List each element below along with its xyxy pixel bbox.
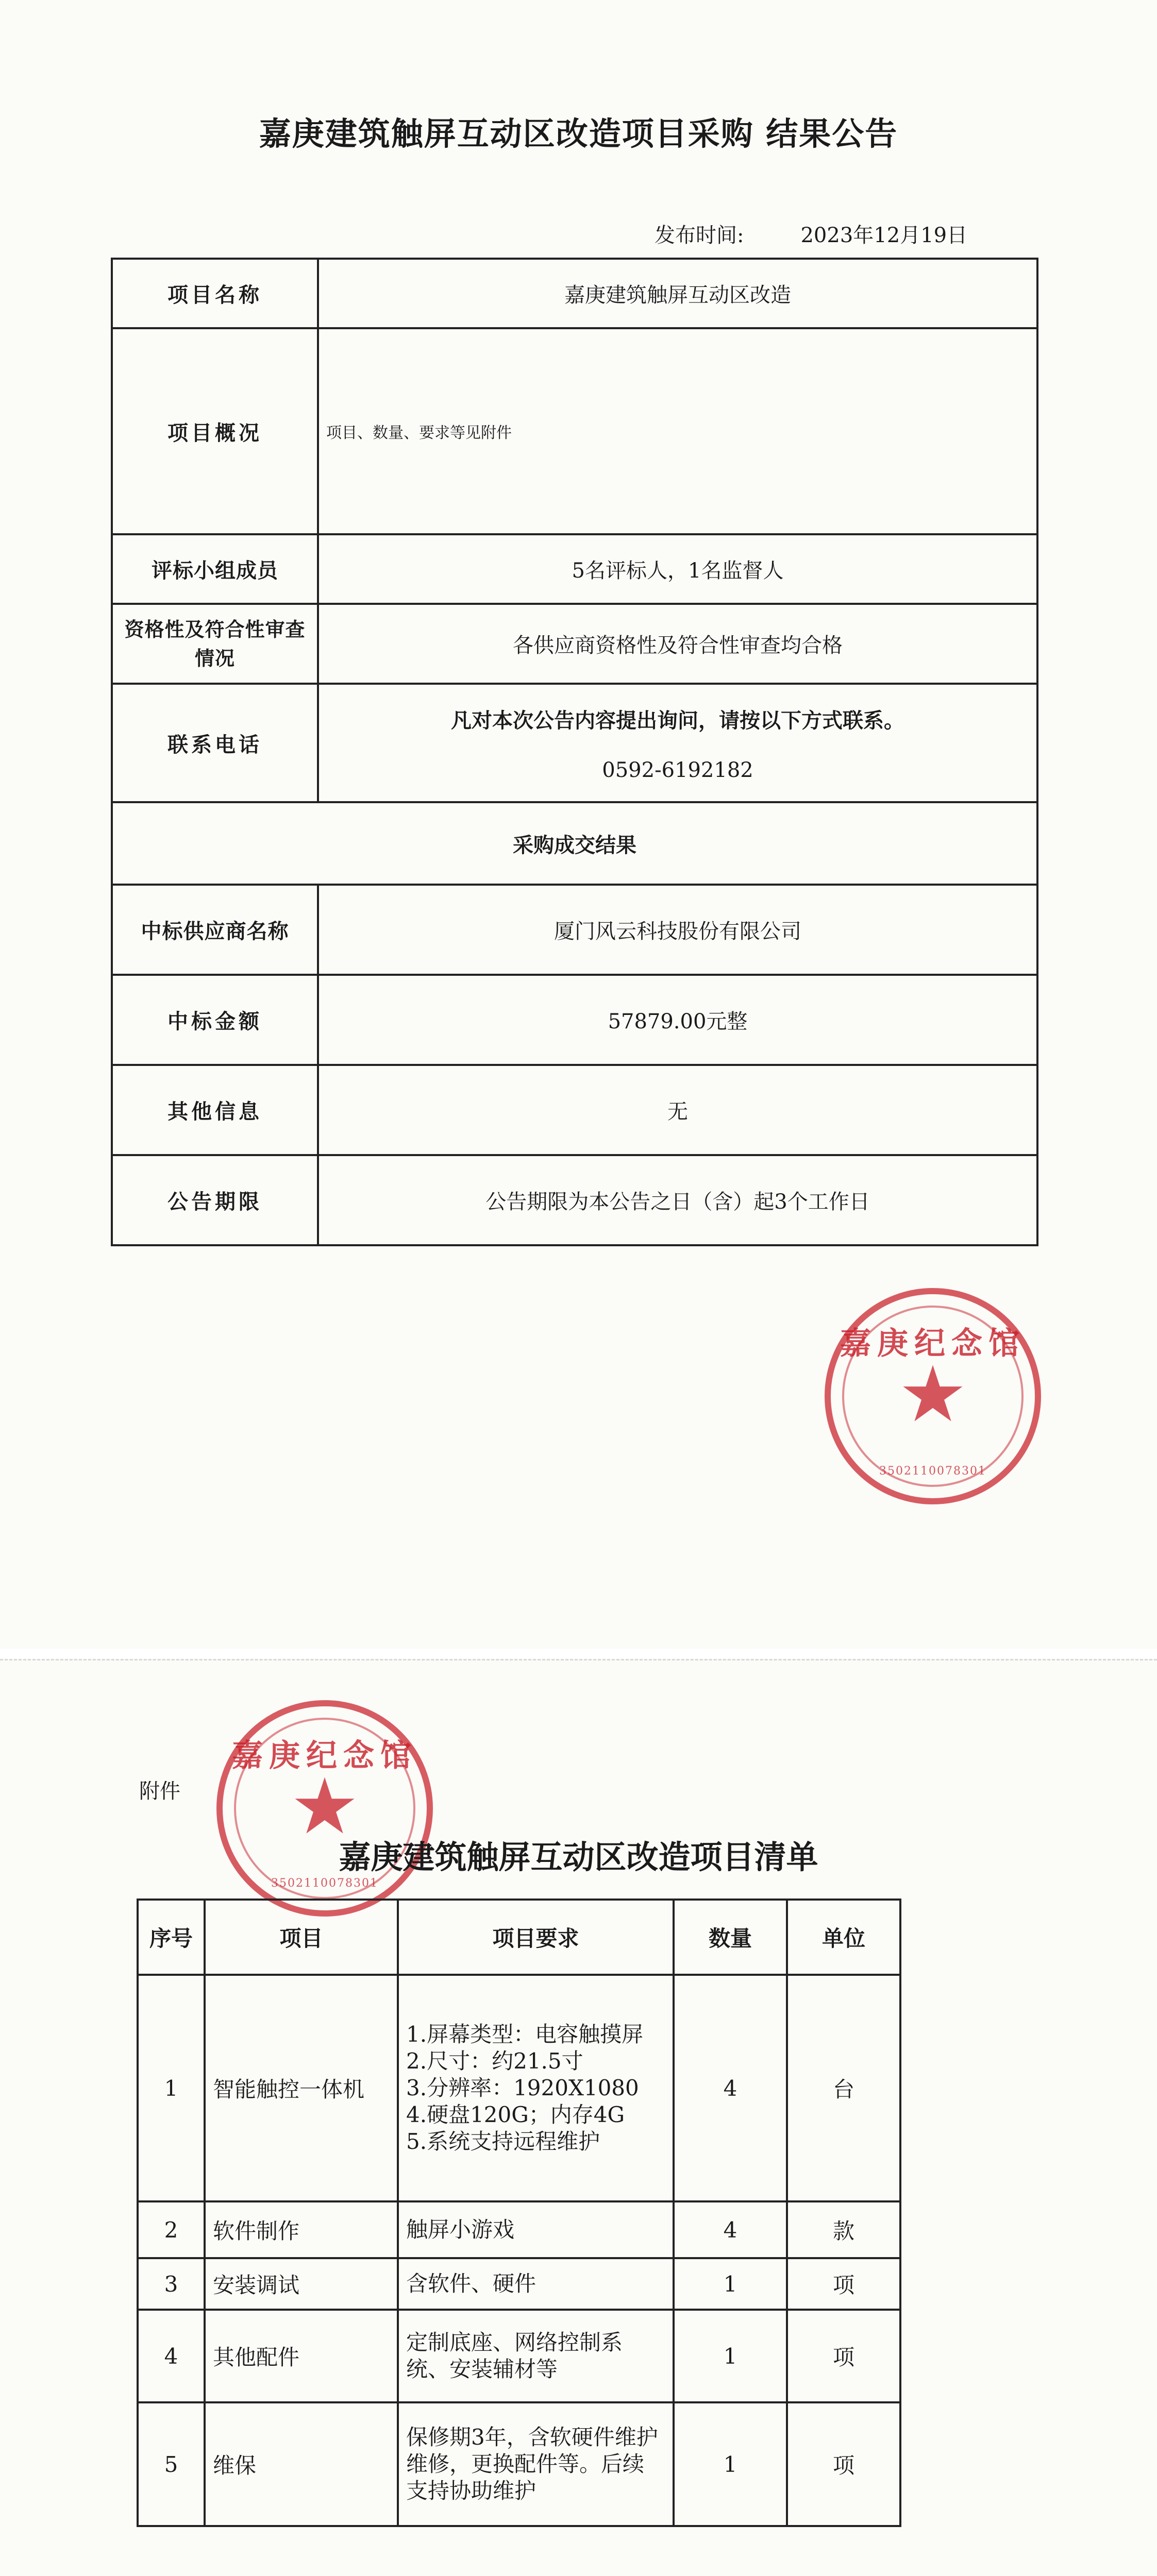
- table-header-row: [138, 1900, 900, 1975]
- item-name: 安装调试: [205, 2258, 398, 2310]
- contact-note: 凡对本次公告内容提出询问，请按以下方式联系。: [451, 708, 904, 733]
- column-header: 序号: [138, 1900, 205, 1975]
- item-requirements: 保修期3年，含软硬件维护维修，更换配件等。后续支持协助维护: [398, 2402, 674, 2526]
- table-row: [112, 684, 1037, 802]
- publish-date-label: 发布时间:: [655, 224, 744, 247]
- row-label: 其他信息: [112, 1065, 318, 1155]
- table-row: [112, 604, 1037, 684]
- row-label: 项目名称: [112, 259, 318, 328]
- item-name: 智能触控一体机: [205, 1975, 398, 2201]
- column-header: 单位: [787, 1900, 900, 1975]
- item-unit: 台: [787, 1975, 900, 2201]
- announcement-title: 嘉庚建筑触屏互动区改造项目采购 结果公告: [259, 115, 898, 152]
- item-no: 1: [138, 1975, 205, 2201]
- item-name: 维保: [205, 2402, 398, 2526]
- row-value: 项目、数量、要求等见附件: [318, 328, 1037, 534]
- row-label: 公告期限: [112, 1155, 318, 1245]
- item-requirements: 含软件、硬件: [398, 2258, 674, 2310]
- star-icon: ★: [290, 1762, 360, 1852]
- table-row: [112, 1155, 1037, 1245]
- requirement-line: 1.屏幕类型：电容触摸屏: [406, 2022, 644, 2047]
- item-name: 其他配件: [205, 2310, 398, 2402]
- item-unit: 项: [787, 2310, 900, 2402]
- seal-text: 嘉庚纪念馆: [232, 1738, 417, 1774]
- row-label: 中标金额: [112, 975, 318, 1065]
- seal-code: 3502110078301: [879, 1465, 986, 1478]
- publish-date-value: 2023年12月19日: [800, 224, 968, 247]
- item-requirements: 定制底座、网络控制系统、安装辅材等: [398, 2310, 674, 2402]
- item-unit: 项: [787, 2258, 900, 2310]
- star-icon: ★: [898, 1350, 968, 1439]
- requirement-line: 4.硬盘120G；内存4G: [406, 2102, 625, 2127]
- row-label: 中标供应商名称: [112, 885, 318, 975]
- table-row: [112, 328, 1037, 534]
- item-no: 2: [138, 2201, 205, 2258]
- item-no: 3: [138, 2258, 205, 2310]
- seal-code: 3502110078301: [271, 1877, 378, 1890]
- item-qty: 1: [674, 2258, 787, 2310]
- row-value: 无: [318, 1065, 1037, 1155]
- column-header: 项目: [205, 1900, 398, 1975]
- table-row: [112, 1065, 1037, 1155]
- row-label: 联系电话: [112, 684, 318, 802]
- item-qty: 4: [674, 1975, 787, 2201]
- item-requirements: 触屏小游戏: [398, 2201, 674, 2258]
- contact-cell: [318, 684, 1037, 802]
- row-value: 各供应商资格性及符合性审查均合格: [318, 604, 1037, 684]
- row-value: 厦门风云科技股份有限公司: [318, 885, 1037, 975]
- table-row: [112, 534, 1037, 604]
- official-seal: [216, 1700, 433, 1917]
- requirement-line: 5.系统支持远程维护: [406, 2129, 600, 2154]
- requirement-line: 2.尺寸：约21.5寸: [406, 2048, 583, 2074]
- row-label: 资格性及符合性审查情况: [112, 604, 318, 684]
- table-row: [112, 259, 1037, 328]
- item-requirements: [398, 1975, 674, 2201]
- table-row: [138, 2258, 900, 2310]
- seal-text: 嘉庚纪念馆: [840, 1326, 1026, 1362]
- announcement-table: [111, 258, 1038, 1246]
- publish-date: [655, 219, 967, 248]
- official-seal: [825, 1288, 1041, 1504]
- column-header: 数量: [674, 1900, 787, 1975]
- table-row: [112, 802, 1037, 885]
- column-header: 项目要求: [398, 1900, 674, 1975]
- contact-phone: 0592-6192182: [602, 758, 753, 782]
- requirement-line: 3.分辨率：1920X1080: [406, 2075, 639, 2100]
- row-label: 评标小组成员: [112, 534, 318, 604]
- table-row: [138, 2402, 900, 2526]
- item-no: 5: [138, 2402, 205, 2526]
- row-value: 公告期限为本公告之日（含）起3个工作日: [318, 1155, 1037, 1245]
- item-unit: 项: [787, 2402, 900, 2526]
- table-row: [112, 885, 1037, 975]
- list-title: 嘉庚建筑触屏互动区改造项目清单: [339, 1838, 818, 1876]
- item-no: 4: [138, 2310, 205, 2402]
- item-unit: 款: [787, 2201, 900, 2258]
- row-value: 嘉庚建筑触屏互动区改造: [318, 259, 1037, 328]
- result-heading: 采购成交结果: [112, 802, 1037, 885]
- item-name: 软件制作: [205, 2201, 398, 2258]
- item-qty: 1: [674, 2402, 787, 2526]
- table-row: [138, 1975, 900, 2201]
- row-value: 5名评标人，1名监督人: [318, 534, 1037, 604]
- row-value: 57879.00元整: [318, 975, 1037, 1065]
- table-row: [138, 2201, 900, 2258]
- table-row: [112, 975, 1037, 1065]
- item-qty: 4: [674, 2201, 787, 2258]
- row-label: 项目概况: [112, 328, 318, 534]
- table-row: [138, 2310, 900, 2402]
- items-table: [137, 1899, 901, 2527]
- attachment-label: 附件: [139, 1780, 180, 1803]
- item-qty: 1: [674, 2310, 787, 2402]
